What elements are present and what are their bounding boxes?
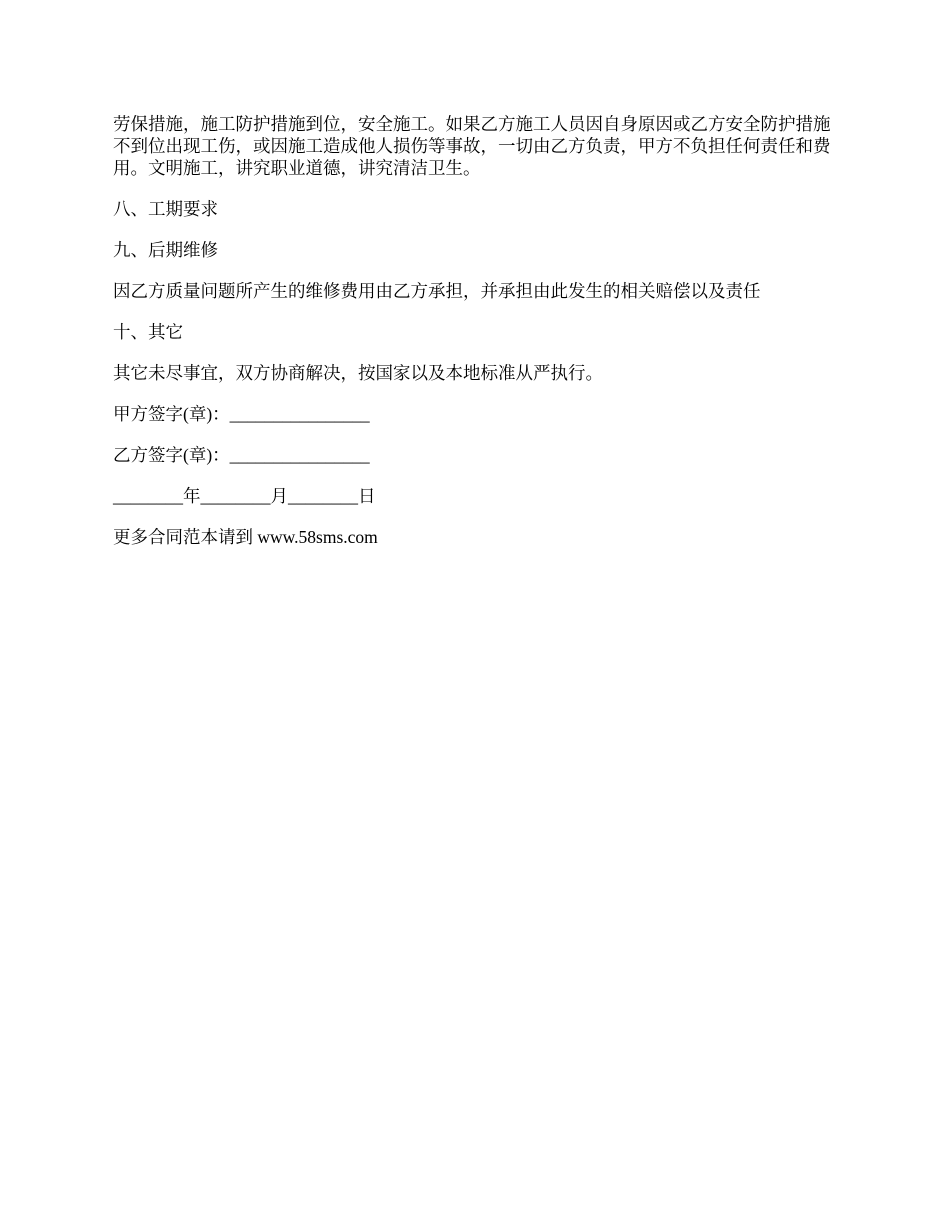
- safety-clause-paragraph: 劳保措施，施工防护措施到位，安全施工。如果乙方施工人员因自身原因或乙方安全防护措施不到位出现工伤，或因施工造成他人损伤等事故，一切由乙方负责，甲方不负担任何责任和费用。文明施工，讲究职业道德，讲究清洁卫生。: [113, 114, 831, 178]
- section-heading-maintenance: 九、后期维修: [113, 240, 218, 260]
- other-clause-paragraph: 其它未尽事宜，双方协商解决，按国家以及本地标准从严执行。: [113, 363, 603, 383]
- date-line: ________年________月________日: [113, 486, 376, 506]
- maintenance-clause-paragraph: 因乙方质量问题所产生的维修费用由乙方承担，并承担由此发生的相关赔偿以及责任: [113, 281, 761, 301]
- document-body: [113, 113, 839, 567]
- party-a-signature-line: 甲方签字(章)：________________: [113, 404, 370, 424]
- section-heading-schedule: 八、工期要求: [113, 199, 218, 219]
- more-templates-line: 更多合同范本请到 www.58sms.com: [113, 527, 378, 547]
- party-b-signature-line: 乙方签字(章)：________________: [113, 445, 370, 465]
- section-heading-other: 十、其它: [113, 322, 183, 342]
